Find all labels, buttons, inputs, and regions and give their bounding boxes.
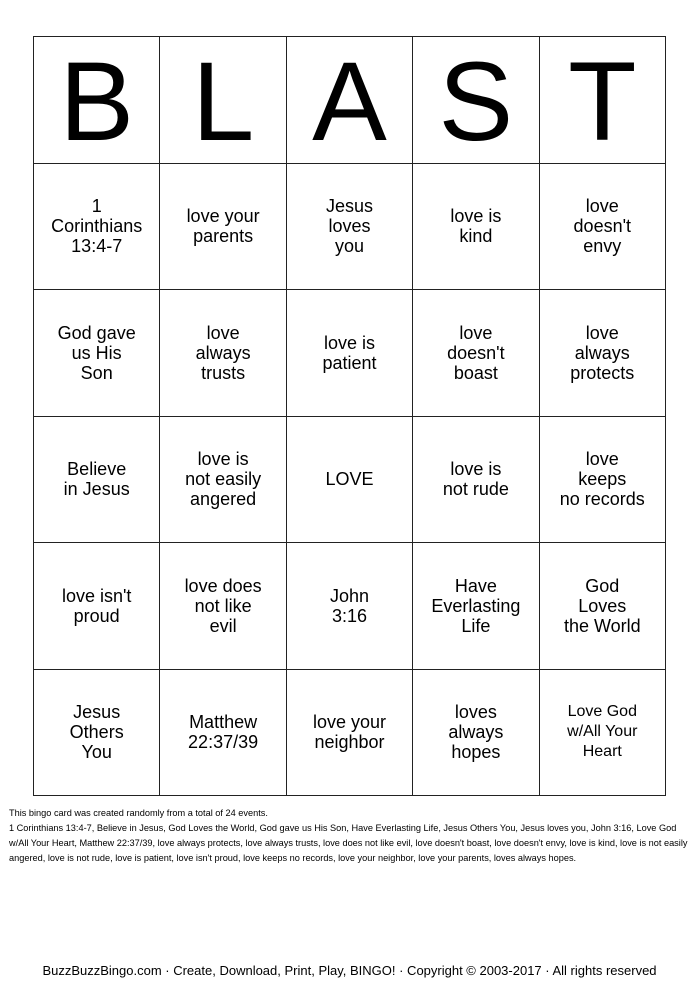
header-letter-s: S [413, 37, 539, 164]
bingo-square-r4-c5: God Loves the World [540, 543, 666, 670]
bingo-square-r1-c2: love your parents [160, 164, 286, 291]
bingo-square-r1-c3: Jesus loves you [287, 164, 413, 291]
footnote-event-list: 1 Corinthians 13:4-7, Believe in Jesus, God Loves the World, God gave us His Son, Have Everlasting Life, Jesus Others You, Jesus loves you, John 3:16, Love God w/All Your Heart, Matthew 22:37/39, love always protects, love always trusts, love does not like evil, love doesn't boast, love doesn't envy, love is kind, love is not easily angered, love is not rude, love is patient, love isn't proud, love keeps no records, love your neighbor, love your parents, loves always hopes. [9, 823, 688, 863]
header-letter-a: A [287, 37, 413, 164]
bingo-square-r2-c2: love always trusts [160, 290, 286, 417]
bingo-square-r3-c5: love keeps no records [540, 417, 666, 544]
bingo-square-r5-c3: love your neighbor [287, 670, 413, 797]
bingo-square-r3-c2: love is not easily angered [160, 417, 286, 544]
card-footnote [9, 806, 689, 866]
footnote-summary: This bingo card was created randomly from a total of 24 events. [9, 808, 268, 818]
bingo-square-r4-c2: love does not like evil [160, 543, 286, 670]
header-letter-l: L [160, 37, 286, 164]
page-footer: BuzzBuzzBingo.com · Create, Download, Print, Play, BINGO! · Copyright © 2003-2017 · All rights reserved [42, 963, 657, 978]
header-letter-b: B [34, 37, 160, 164]
bingo-square-r5-c1: Jesus Others You [34, 670, 160, 797]
bingo-square-r4-c1: love isn't proud [34, 543, 160, 670]
bingo-square-r1-c4: love is kind [413, 164, 539, 291]
bingo-square-r5-c5: Love God w/All Your Heart [540, 670, 666, 797]
bingo-square-r3-c1: Believe in Jesus [34, 417, 160, 544]
bingo-square-r3-c3: LOVE [287, 417, 413, 544]
bingo-card [33, 36, 666, 796]
header-letter-t: T [540, 37, 666, 164]
bingo-square-r2-c1: God gave us His Son [34, 290, 160, 417]
bingo-square-r5-c4: loves always hopes [413, 670, 539, 797]
bingo-square-r5-c2: Matthew 22:37/39 [160, 670, 286, 797]
bingo-square-r1-c5: love doesn't envy [540, 164, 666, 291]
bingo-square-r4-c4: Have Everlasting Life [413, 543, 539, 670]
bingo-square-r2-c4: love doesn't boast [413, 290, 539, 417]
bingo-square-r1-c1: 1 Corinthians 13:4-7 [34, 164, 160, 291]
bingo-square-r4-c3: John 3:16 [287, 543, 413, 670]
bingo-square-r3-c4: love is not rude [413, 417, 539, 544]
bingo-square-r2-c5: love always protects [540, 290, 666, 417]
bingo-square-r2-c3: love is patient [287, 290, 413, 417]
